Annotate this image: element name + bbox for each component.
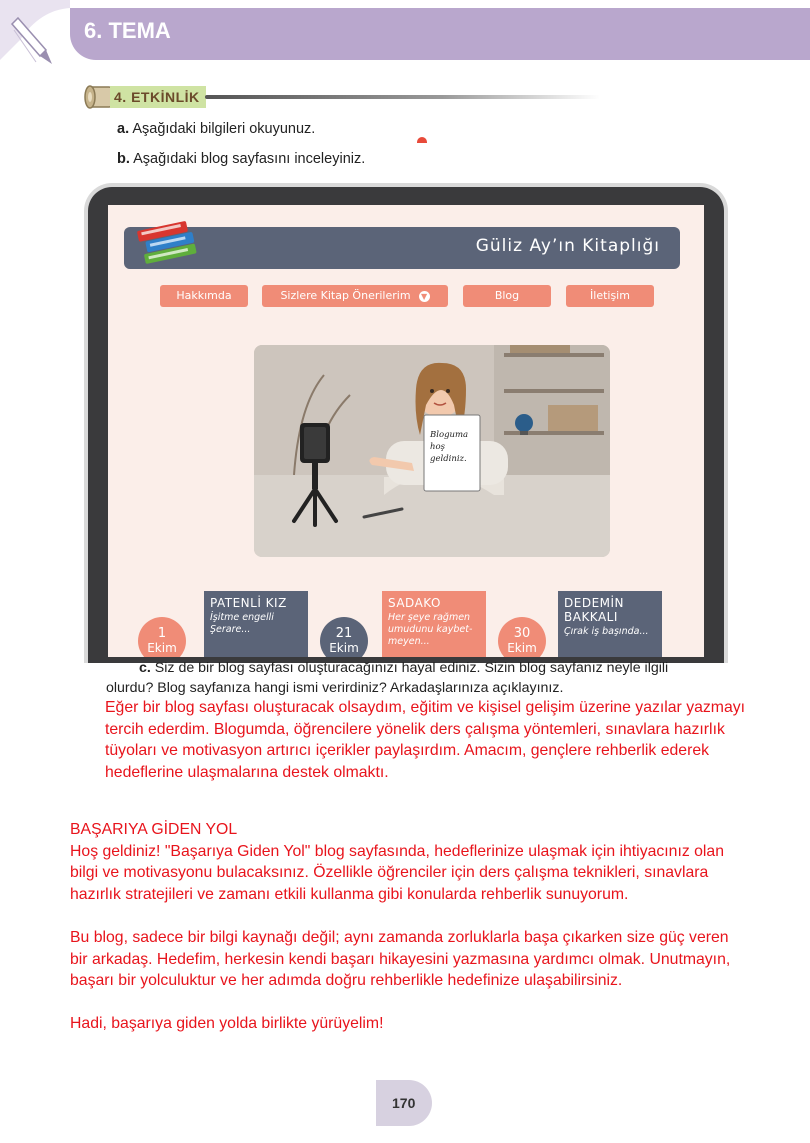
- activity-label: 4. ETKİNLİK: [110, 86, 206, 108]
- blog-sample-p2-line-3: başarı bir yolculuktur ve her adımda doğru rehberlikle hedefinize ulaşabilirsiniz.: [70, 972, 623, 990]
- post-title: DEDEMİN: [564, 596, 625, 610]
- page-number: 170: [392, 1095, 416, 1111]
- fountain-pen-icon: [0, 0, 70, 70]
- blog-sample-closing: Hadi, başarıya giden yolda birlikte yürüyelim!: [70, 1015, 384, 1033]
- answer-line-2: tercih ederdim. Blogumda, öğrencilere yönelik ders çalışma yöntemleri, sınavlara hazırlık: [105, 720, 725, 738]
- theme-title: 6. TEMA: [84, 18, 171, 43]
- post-subtitle-1: Her şeye rağmen: [388, 612, 471, 623]
- instruction-b-text: Aşağıdaki blog sayfasını inceleyiniz.: [133, 151, 366, 167]
- blog-header: [124, 227, 680, 269]
- post-month: Ekim: [507, 641, 537, 655]
- chevron-down-icon: ▼: [419, 291, 430, 302]
- post-title: PATENLİ KIZ: [210, 596, 287, 610]
- blog-sample: [70, 819, 730, 1035]
- post-subtitle-3: meyen...: [388, 636, 430, 647]
- blog-sample-heading: BAŞARIYA GİDEN YOL: [70, 821, 238, 838]
- post-date-badge: [320, 617, 368, 657]
- post-subtitle-1: İşitme engelli: [210, 612, 274, 623]
- answer-line-1: Eğer bir blog sayfası oluşturacak olsaydım, eğitim ve kişisel gelişim üzerine yazılar yazmayı: [105, 699, 746, 716]
- instruction-a-letter: a.: [117, 121, 130, 137]
- sign-line-1: Bloguma: [430, 430, 469, 440]
- post-day: 1: [157, 626, 167, 641]
- post-date-badge: [138, 617, 186, 657]
- question-c-letter: c.: [139, 660, 151, 676]
- theme-banner: [70, 8, 810, 60]
- question-c-line-2: olurdu? Blog sayfanıza hangi ismi verirdiniz? Arkadaşlarınıza açıklayınız.: [106, 680, 564, 696]
- sign-line-2: hoş: [430, 442, 445, 452]
- post-card-sadako[interactable]: [382, 591, 486, 657]
- answer-line-4: hedeflerine ulaşmalarına destek olmaktı.: [105, 763, 389, 781]
- post-title: SADAKO: [388, 596, 441, 610]
- post-month: Ekim: [147, 641, 177, 655]
- sign-line-3: geldiniz.: [430, 454, 467, 464]
- post-card-dedemin-bakkali[interactable]: [558, 591, 662, 657]
- blog-hero-photo: [254, 345, 610, 557]
- nav-blog-button[interactable]: Blog: [463, 285, 551, 307]
- decorative-dot: [417, 137, 427, 143]
- blog-title: Güliz Ay’ın Kitaplığı: [475, 236, 660, 256]
- question-c-text-1: Siz de bir blog sayfası oluşturacağınızı hayal ediniz. Sizin blog sayfanız neyle ilgili: [154, 660, 669, 676]
- activity-divider: [205, 95, 600, 99]
- blog-sample-p1-line-2: bilgi ve motivasyonu bulacaksınız. Özellikle öğrenciler için ders çalışma teknikleri, sınavlara: [70, 864, 709, 882]
- answer-paragraph: [105, 697, 745, 783]
- nav-book-recommendations-label: Sizlere Kitap Önerilerim: [280, 289, 411, 302]
- blog-sample-p1-line-3: hazırlık stratejileri ve zamanı etkili kullanma gibi konularda rehberlik sunuyorum.: [70, 885, 629, 903]
- instruction-b: [117, 151, 365, 167]
- sign-text: [430, 429, 468, 465]
- blog-sample-p1-line-1: Hoş geldiniz! "Başarıya Giden Yol" blog sayfasında, hedeflerinize ulaşmak için ihtiyacınız olan: [70, 842, 724, 860]
- blog-screen: [108, 205, 704, 657]
- instruction-a: [117, 121, 315, 137]
- instruction-a-text: Aşağıdaki bilgileri okuyunuz.: [132, 121, 316, 137]
- post-title-line-2: BAKKALI: [564, 610, 618, 624]
- post-day: 21: [335, 626, 353, 641]
- blog-sample-p2-line-1: Bu blog, sadece bir bilgi kaynağı değil; aynı zamanda zorluklarla başa çıkarken size güç veren: [70, 928, 729, 946]
- paragraph-gap: [70, 992, 730, 1014]
- instruction-b-letter: b.: [117, 151, 130, 167]
- nav-about-button[interactable]: Hakkımda: [160, 285, 248, 307]
- paragraph-gap: [70, 905, 730, 927]
- post-month: Ekim: [329, 641, 359, 655]
- nav-contact-button[interactable]: İletişim: [566, 285, 654, 307]
- nav-book-recommendations-button[interactable]: [262, 285, 448, 307]
- post-date-badge: [498, 617, 546, 657]
- post-subtitle-1: Çırak iş başında...: [564, 626, 649, 637]
- post-subtitle-2: umudunu kaybet-: [388, 624, 473, 635]
- post-card-patenli-kiz[interactable]: [204, 591, 308, 657]
- blog-sample-p2-line-2: bir arkadaş. Hedefim, herkesin kendi başarı hikayesini yazmasına yardımcı olmak. Unutmayın,: [70, 950, 731, 968]
- post-subtitle-2: Şerare...: [210, 624, 251, 635]
- question-c-line-1: [139, 660, 668, 677]
- books-icon: [136, 213, 200, 271]
- post-day: 30: [513, 626, 531, 641]
- tablet-mockup: [84, 183, 728, 663]
- answer-line-3: tüyoları ve motivasyon artırıcı içerikler paylaşırdım. Amacım, gençlere rehberlik ederek: [105, 742, 710, 760]
